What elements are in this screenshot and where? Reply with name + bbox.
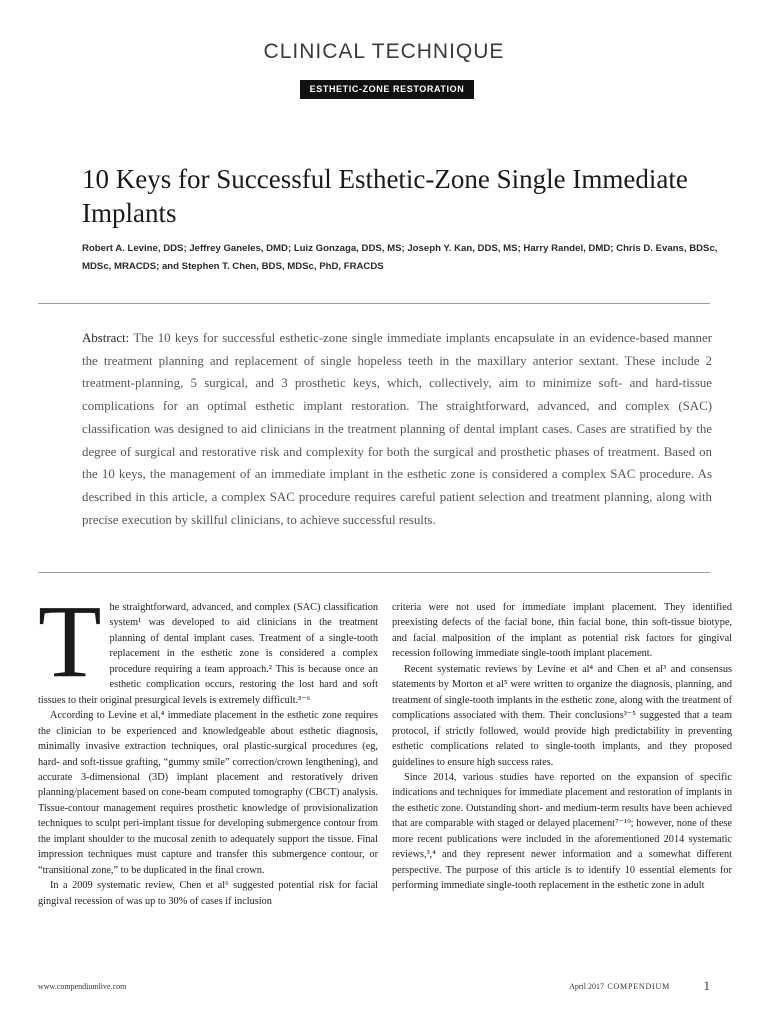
category-tag: ESTHETIC-ZONE RESTORATION (300, 80, 474, 99)
page-footer (38, 979, 710, 995)
body-column-left (38, 584, 378, 909)
body-column-right (392, 600, 732, 894)
page-number: 1 (703, 978, 710, 993)
body-paragraph: According to Levine et al,⁴ immediate placement in the esthetic zone requires the clinician to be experienced and knowledgeable about esthetic diagnosis, minimally invasive extraction techniques, oral plastic-surgical procedures (eg, hard- and soft-tissue grafting, “gummy smile” correction/crown lengthening), and accurate 3-dimensional (3D) implant placement and restoratively driven planning/placement based on cone-beam computed tomography (CBCT) analysis. Tissue-contour management requires prosthetic knowledge of provisionalization techniques to sculpt peri-implant tissue for developing submergence contour from the implant shoulder to the mucosal zenith to adequately support the tissue. Final impression techniques must capture and transfer this submergence contour, or “transitional zone,” to be duplicated in the final crown. (38, 710, 378, 876)
drop-cap: T (38, 584, 102, 699)
footer-url-link[interactable]: www.compendiumlive.com (38, 982, 127, 991)
abstract-text: The 10 keys for successful esthetic-zone single immediate implants encapsulate in an evidence-based manner the treatment planning and replacement of single hopeless teeth in the maxillary anterior sextant. These include 2 treatment-planning, 5 surgical, and 3 prosthetic keys, which, collectively, aim to minimize soft- and hard-tissue complications for an optimal esthetic implant restoration. The straightforward, advanced, and complex (SAC) classification was designed to aid clinicians in the treatment planning of dental implant cases. Cases are stratified by the degree of surgical and restorative risk and complexity for both the surgical and prosthetic phases of treatment. Based on the 10 keys, the management of an immediate implant in the esthetic zone is considered a complex SAC procedure. As described in this article, a complex SAC procedure requires careful patient selection and treatment planning, along with precise execution by skillful clinicians, to achieve successful results. (82, 331, 712, 527)
top-divider (38, 303, 710, 304)
body-paragraph: Recent systematic reviews by Levine et al⁴ and Chen et al³ and consensus statements by Morton et al⁵ were written to organize the diagnosis, planning, and treatment of single-tooth implants in the esthetic zone, along with the treatment of complications associated with them. Their conclusions³⁻⁵ suggested that a team protocol, if strictly followed, would provide high predictability in preventing esthetic complications related to single-tooth implants, and they proposed guidelines to ensure high success rates. (392, 663, 732, 768)
abstract-label: Abstract: (82, 331, 130, 345)
body-paragraph: The straightforward, advanced, and complex (SAC) classification system¹ was developed to aid clinicians in the treatment planning of dental implant cases. Treatment of a single-tooth replacement in the esthetic zone is considered a complex procedure requiring a team approach.² This is because once an esthetic complication occurs, restoring the lost hard and soft tissues to their original presurgical levels is extremely difficult.³⁻⁶ (38, 584, 378, 706)
body-paragraph: In a 2009 systematic review, Chen et al⁶ suggested potential risk for facial gingival recession of was up to 30% of cases if inclusion (38, 880, 378, 907)
bottom-divider (38, 572, 710, 573)
footer-journal: COMPENDIUM (607, 982, 670, 991)
section-label: CLINICAL TECHNIQUE (263, 40, 505, 63)
article-title: 10 Keys for Successful Esthetic-Zone Single Immediate Implants (82, 164, 688, 228)
body-paragraph: Since 2014, various studies have reported on the expansion of specific indications and techniques for immediate placement and restoration of implants in the esthetic zone. Outstanding short- and medium-term results have been achieved that are comparable with staged or delayed placement⁷⁻¹⁹; however, none of these more recent publications were included in the aforementioned 2014 systematic reviews,³,⁴ and they represent newer information and a somewhat different perspective. The purpose of this article is to identify 10 essential elements for performing immediate single-tooth replacement in the esthetic zone in adult (392, 771, 732, 892)
footer-date: April 2017 (569, 982, 604, 991)
author-list: Robert A. Levine, DDS; Jeffrey Ganeles, DMD; Luiz Gonzaga, DDS, MS; Joseph Y. Kan, DDS, MS; Harry Randel, DMD; Chris D. Evans, BDSc, MDSc, MRACDS; and Stephen T. Chen, BDS, MDSc, PhD, FRACDS (82, 243, 718, 272)
body-paragraph: criteria were not used for immediate implant placement. They identified preexisting defects of the facial bone, thin facial bone, thin soft-tissue biotype, and facial malposition of the implant as potential risk factors for gingival recession following immediate single-tooth implant placement. (392, 602, 732, 660)
abstract (82, 327, 712, 531)
